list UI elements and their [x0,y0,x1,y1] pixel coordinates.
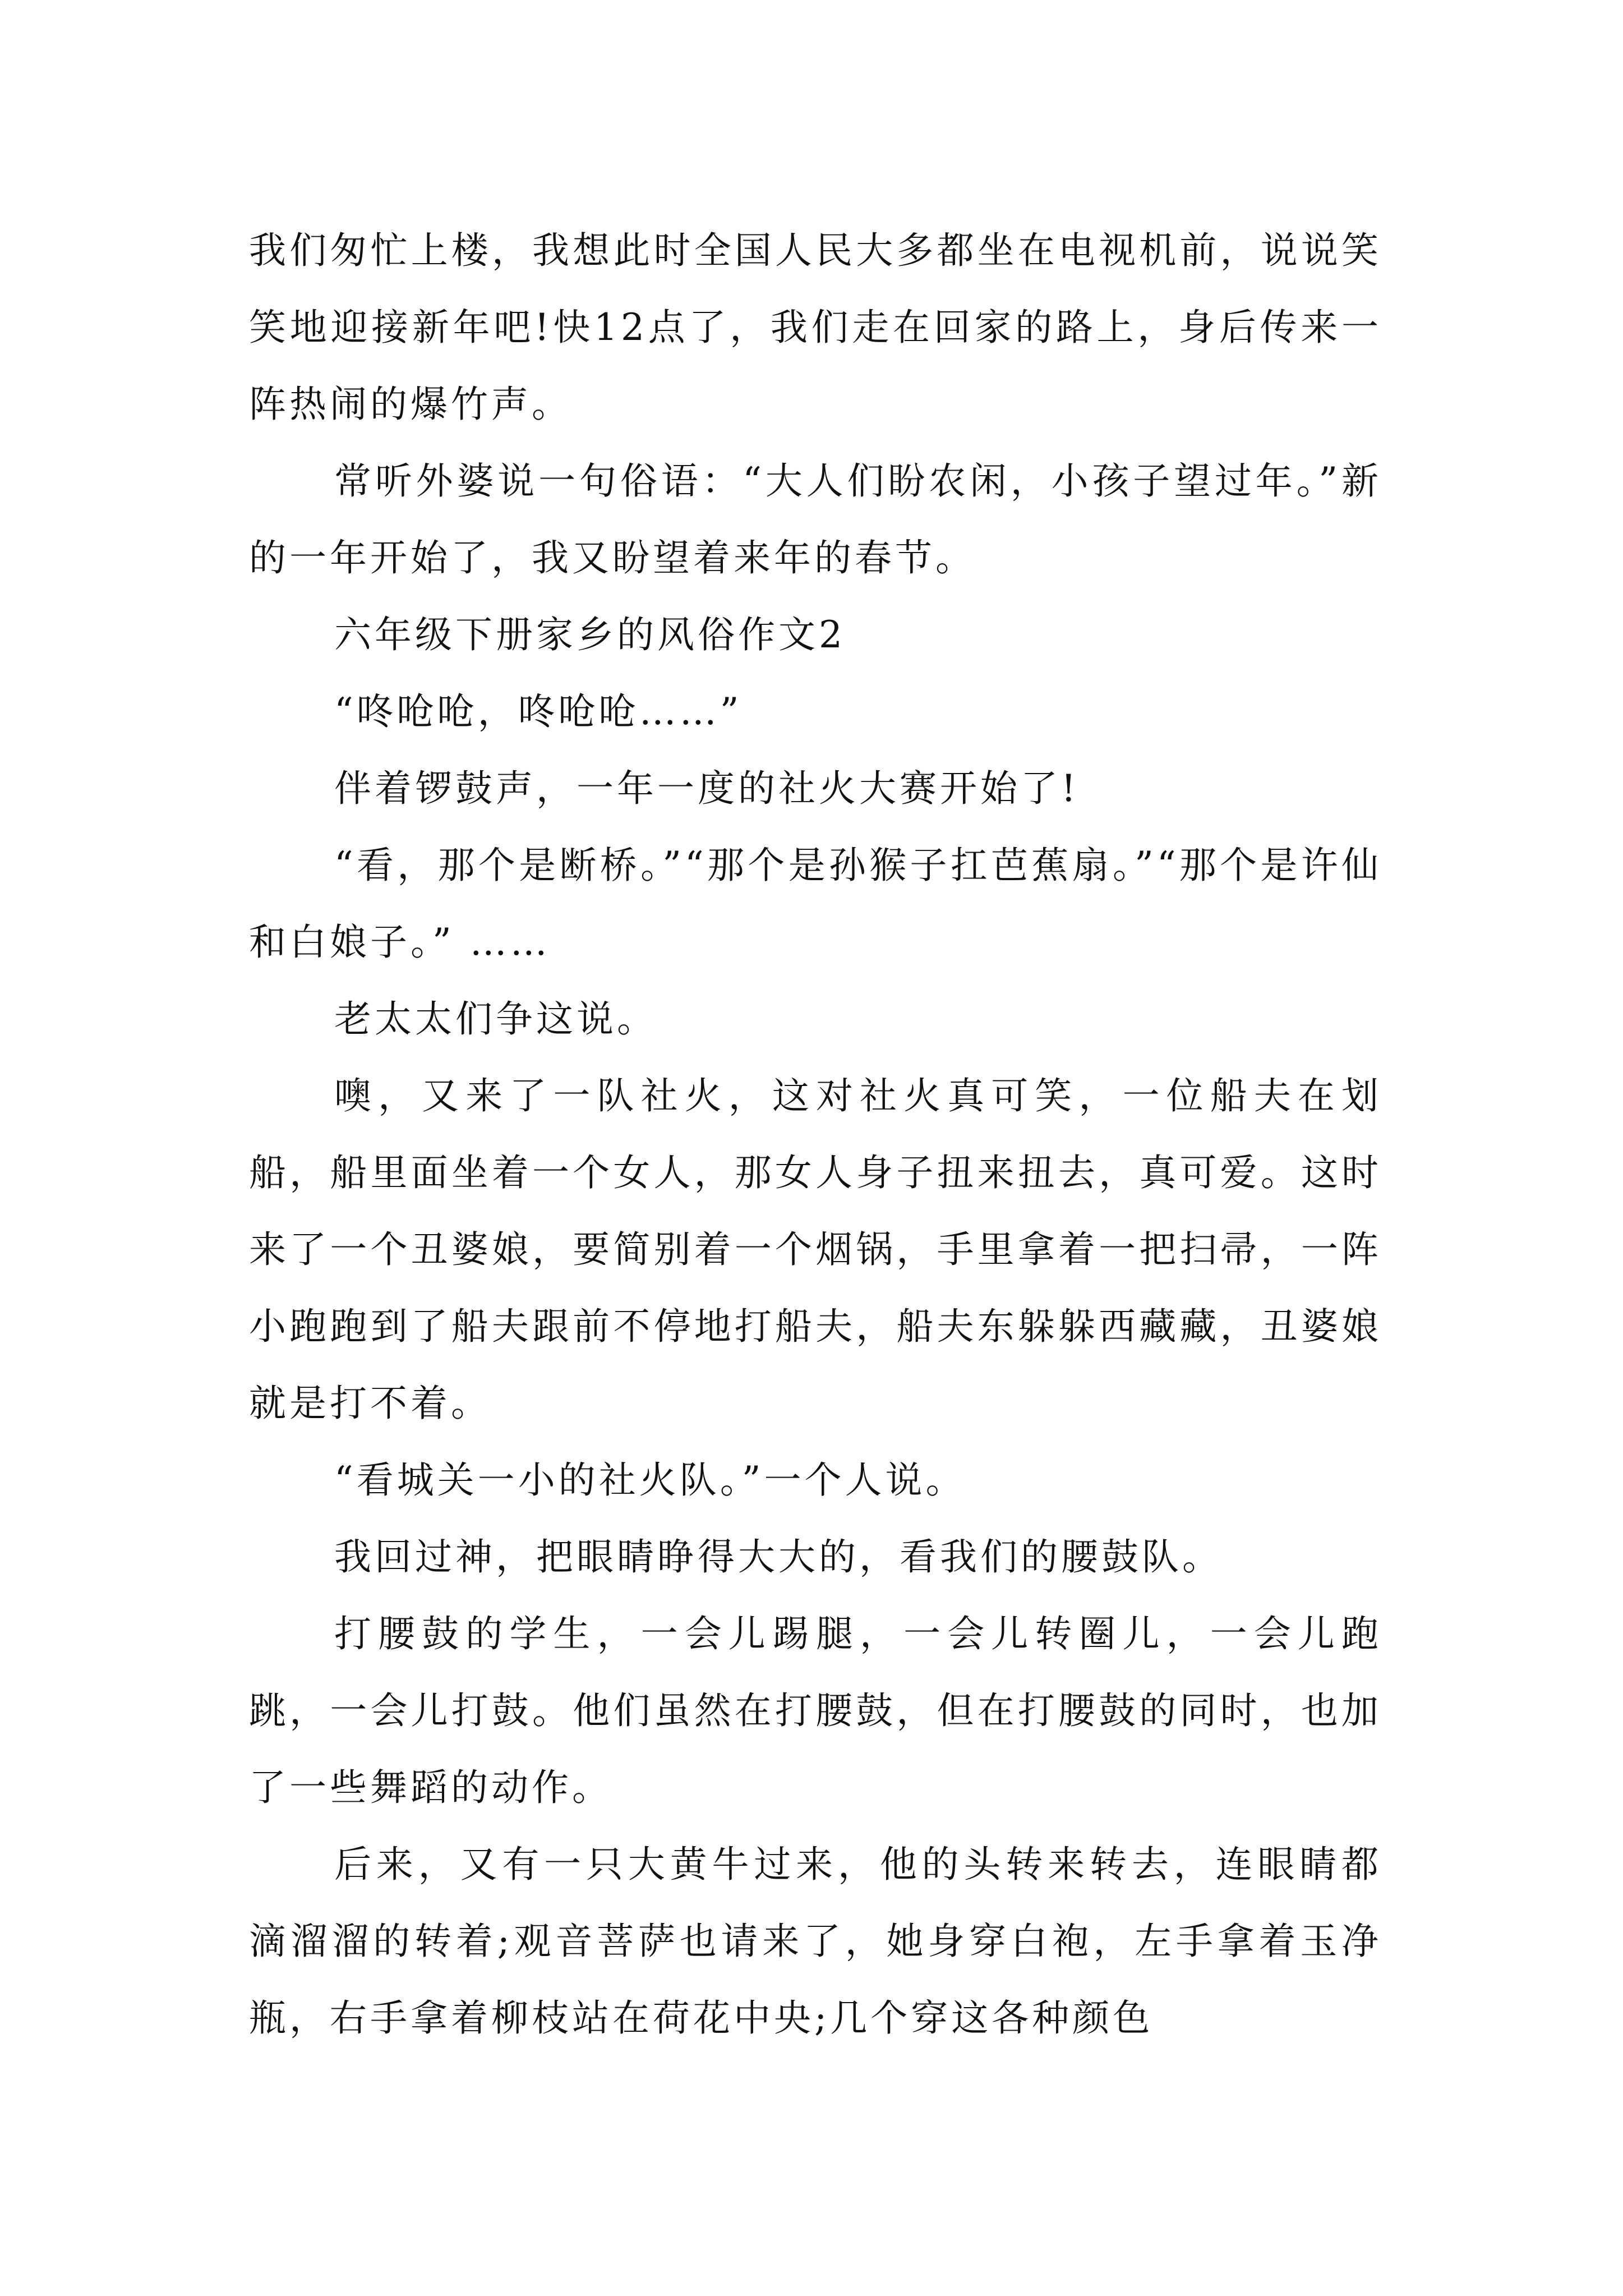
paragraph: “咚呛呛，咚呛呛……” [334,690,743,733]
paragraph: 后来，又有一只大黄牛过来，他的头转来转去，连眼睛都滴溜溜的转着;观音菩萨也请来了，她身穿白袍，左手拿着玉净瓶，右手拿着柳枝站在荷花中央;几个穿这各种颜色 [249,1843,1382,2040]
paragraph: 我回过神，把眼睛睁得大大的，看我们的腰鼓队。 [334,1535,1223,1579]
section-heading: 六年级下册家乡的风俗作文2 [334,613,846,656]
paragraph: 噢，又来了一队社火，这对社火真可笑，一位船夫在划船，船里面坐着一个女人，那女人身子扭来扭去，真可爱。这时来了一个丑婆娘，要简别着一个烟锅，手里拿着一把扫帚，一阵小跑跑到了船夫跟前不停地打船夫，船夫东躲躲西藏藏，丑婆娘就是打不着。 [249,1074,1382,1425]
paragraph: “看，那个是断桥。”“那个是孙猴子扛芭蕉扇。”“那个是许仙和白娘子。” …… [249,844,1382,964]
paragraph: 我们匆忙上楼，我想此时全国人民大多都坐在电视机前，说说笑笑地迎接新年吧!快12点了，我们走在回家的路上，身后传来一阵热闹的爆竹声。 [249,229,1382,426]
paragraph: 老太太们争这说。 [334,997,657,1041]
article-body [249,212,1382,2056]
paragraph: 伴着锣鼓声，一年一度的社火大赛开始了! [334,767,1080,810]
paragraph: “看城关一小的社火队。”一个人说。 [334,1458,966,1502]
paragraph: 常听外婆说一句俗语：“大人们盼农闲，小孩子望过年。”新的一年开始了，我又盼望着来年的春节。 [249,459,1382,579]
paragraph: 打腰鼓的学生，一会儿踢腿，一会儿转圈儿，一会儿跑跳，一会儿打鼓。他们虽然在打腰鼓，但在打腰鼓的同时，也加了一些舞蹈的动作。 [249,1612,1382,1809]
